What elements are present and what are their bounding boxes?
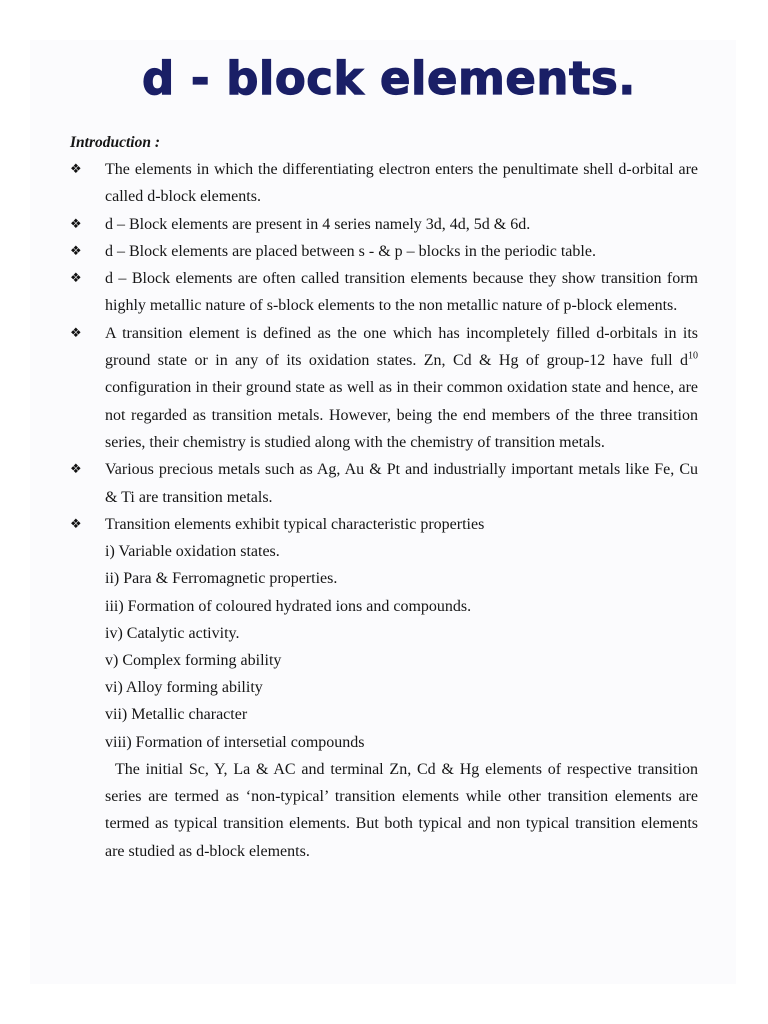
property-item: viii) Formation of intersetial compounds [105, 733, 365, 751]
bullet-item [70, 265, 698, 320]
bullet-text: Various precious metals such as Ag, Au & Pt and industrially important metals like Fe, Cu & Ti are transition metals. [105, 461, 698, 506]
bullet-diamond-icon: ❖ [70, 325, 82, 341]
property-item: v) Complex forming ability [105, 651, 282, 669]
bullet-text-part: configuration in their ground state as well as in their common oxidation state and hence, are not regarded as transition metals. However, being the end members of the three transition series, their chemistry is studied along with the chemistry of transition metals. [105, 379, 698, 451]
superscript: 10 [688, 350, 698, 362]
bullet-item [70, 320, 698, 456]
page-title: d - block elements. [142, 52, 636, 105]
bullet-diamond-icon: ❖ [70, 462, 82, 478]
property-item: iii) Formation of coloured hydrated ions and compounds. [105, 597, 472, 615]
bullet-text-part: A transition element is defined as the one which has incompletely filled d-orbitals in its ground state or in any of its oxidation states. Zn, Cd & Hg of group-12 have full d [105, 324, 698, 370]
bullet-diamond-icon: ❖ [70, 243, 82, 259]
bullet-text: The elements in which the differentiating electron enters the penultimate shell d-orbital are called d-block elements. [105, 161, 698, 206]
property-item: vii) Metallic character [105, 706, 248, 724]
document-body [70, 130, 698, 865]
bullet-diamond-icon: ❖ [70, 162, 82, 177]
bullet-item [70, 156, 698, 211]
bullet-item [70, 511, 698, 538]
bullet-item [70, 211, 698, 238]
bullet-item [70, 238, 698, 265]
property-item: vi) Alloy forming ability [105, 679, 263, 697]
bullet-diamond-icon: ❖ [70, 271, 82, 287]
bullet-text: Transition elements exhibit typical characteristic properties [105, 515, 485, 533]
bullet-text: d – Block elements are placed between s - & p – blocks in the periodic table. [105, 242, 596, 260]
property-item: ii) Para & Ferromagnetic properties. [105, 570, 338, 588]
bullet-item [70, 456, 698, 511]
bullet-diamond-icon: ❖ [70, 516, 82, 532]
property-item: i) Variable oxidation states. [105, 543, 280, 561]
bullet-diamond-icon: ❖ [70, 216, 82, 232]
intro-heading: Introduction : [70, 134, 161, 151]
bullet-text: d – Block elements are often called transition elements because they show transition form highly metallic nature of s-block elements to the non metallic nature of p-block elements. [105, 270, 698, 315]
bullet-text: d – Block elements are present in 4 series namely 3d, 4d, 5d & 6d. [105, 215, 531, 233]
closing-paragraph: The initial Sc, Y, La & AC and terminal Zn, Cd & Hg elements of respective transition series are termed as ‘non-typical’ transition elements while other transition elements are termed as typical transition elements. But both typical and non typical transition elements are studied as d-block elements. [105, 760, 698, 860]
property-item: iv) Catalytic activity. [105, 624, 240, 642]
